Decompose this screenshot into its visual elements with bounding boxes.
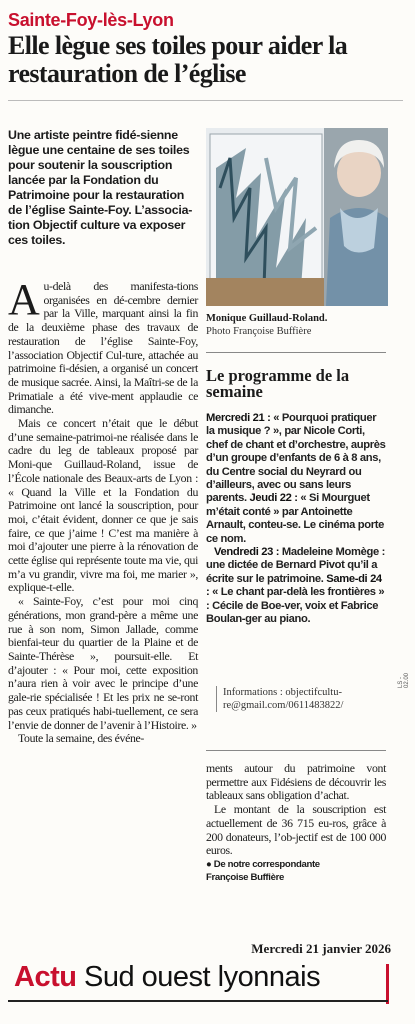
- day-label: Vendredi 23 :: [214, 546, 280, 559]
- programme-divider: [206, 352, 386, 353]
- body-paragraph: Le montant de la souscription est actuellement de 36 715 eu-ros, grâce à 200 donateurs, l’ob-jectif est de 100 000 euros.: [206, 802, 386, 858]
- programme-title: Le programme de la semaine: [206, 366, 350, 401]
- programme-paragraph: [206, 412, 386, 546]
- programme-body: [206, 412, 386, 627]
- byline-name: Françoise Buffière: [206, 871, 284, 883]
- side-code: LS - 02.00: [398, 672, 410, 688]
- body-paragraph: ments autour du patrimoine vont permettre aux Fidésiens de découvrir les tableaux sans obligation d’achat.: [206, 761, 386, 803]
- caption-credit: Photo Françoise Buffière: [206, 326, 312, 337]
- caption-name: Monique Guillaud-Roland.: [206, 313, 328, 324]
- footer-accent-bar: [386, 964, 389, 1004]
- footer-actu: Actu: [14, 961, 77, 993]
- article-body: [8, 275, 198, 746]
- chapo: Une artiste peintre fidé-sienne lègue une centaine de ses toiles pour soutenir la souscription lancée par la Fondation du Patrimoine pour la restauration de l’église Sainte-Foy. L’associa-tion Objectif culture va exposer ces toiles.: [8, 128, 193, 247]
- painting-photo-illustration: [206, 128, 388, 306]
- body-paragraph: « Sainte-Foy, c’est pour moi cinq générations, mon grand-père a même une rue à son nom, Simon Jallade, comme bienfai-teur du quartier de la Plaine et de Sainte-Thérèse », poursuit-elle. Et d’ajouter : « Pour moi, cette exposition n’aura rien à voir avec le principe d’une gale-rie spécialisée ! Et les prix ne se-ront pas ceux pratiqués habi-tuellement, ce sera l’envie de donner de l’avenir à l’Histoire. »: [8, 594, 198, 732]
- body-paragraph: Toute la semaine, des événe-: [18, 731, 144, 746]
- body-paragraph: [8, 275, 198, 417]
- drop-cap: A: [8, 275, 40, 324]
- issue-date: Mercredi 21 janvier 2026: [251, 941, 391, 956]
- programme-text: « Si Mourguet m’était conté » par Antoinette Arnault, conteu-se. Le cinéma porte ce nom.: [206, 492, 384, 545]
- day-label: Jeudi 22 :: [249, 492, 298, 505]
- kicker: Sainte-Foy-lès-Lyon: [8, 10, 174, 30]
- programme-text: « Le chant par-delà les frontières » : Cécile de Boe-ver, voix et Fabrice Boulan-ger au piano.: [206, 586, 385, 626]
- footer-section: Sud ouest lyonnais: [84, 961, 321, 993]
- divider: [8, 100, 403, 101]
- programme-info: Informations : objectifcultu-re@gmail.com/0611483822/: [216, 686, 386, 712]
- divider: [206, 750, 386, 751]
- byline-label: ● De notre correspondante: [206, 858, 320, 870]
- photo-caption: [206, 312, 396, 338]
- programme-text: Madeleine Momège : une dictée de Bernard Pivot qu’il a écrite sur le patrimoine.: [206, 546, 385, 585]
- headline: Elle lègue ses toiles pour aider la restauration de l’église: [8, 31, 348, 88]
- day-label: Mercredi 21 :: [206, 412, 271, 424]
- day-label: Same-di 24 :: [206, 572, 382, 599]
- body-text: u-delà des manifesta-tions organisées en dé-cembre dernier par la Ville, marquant ainsi la fin de la deuxième phase des travaux de restauration de l’église Sainte-Foy, l’association Objectif Cul-ture, attachée au patrimoine fi-désien, a organisé un concert de musique sacrée. Ainsi, la Maîtri-se de la Primatiale a été vive-ment applaudie ce dimanche.: [8, 279, 198, 417]
- body-paragraph: Mais ce concert n’était que le début d’une semaine-patrimoi-ne réalisée dans le cadre du leg de tableaux proposé par Moni-que Guillaud-Roland, issue de l’École nationale des Beaux-arts de Lyon : « Quand la Ville et la Fondation du Patrimoine ont lancé la souscription, pour moi, c’était évident, donner ce que je sais faire, ce que j’aime ! C’est ma manière à moi d’ajouter une pierre à la rénovation de cette église qui représente toute ma vie, qui m’a vu grandir, vivre ma foi, me marier », explique-t-elle.: [8, 416, 198, 595]
- programme-paragraph: [206, 546, 386, 626]
- article-continuation: [206, 762, 386, 884]
- article-photo: [206, 128, 388, 306]
- programme-text: « Pourquoi pratiquer la musique ? », par Nicole Corti, chef de chant et d’orchestre, auprès d’un groupe d’enfants de 6 à 8 ans, du Centre social du Neyrard ou d’ailleurs, avec ou sans leurs parents.: [206, 412, 386, 505]
- section-footer: [14, 960, 320, 994]
- footer-divider: [8, 1000, 388, 1002]
